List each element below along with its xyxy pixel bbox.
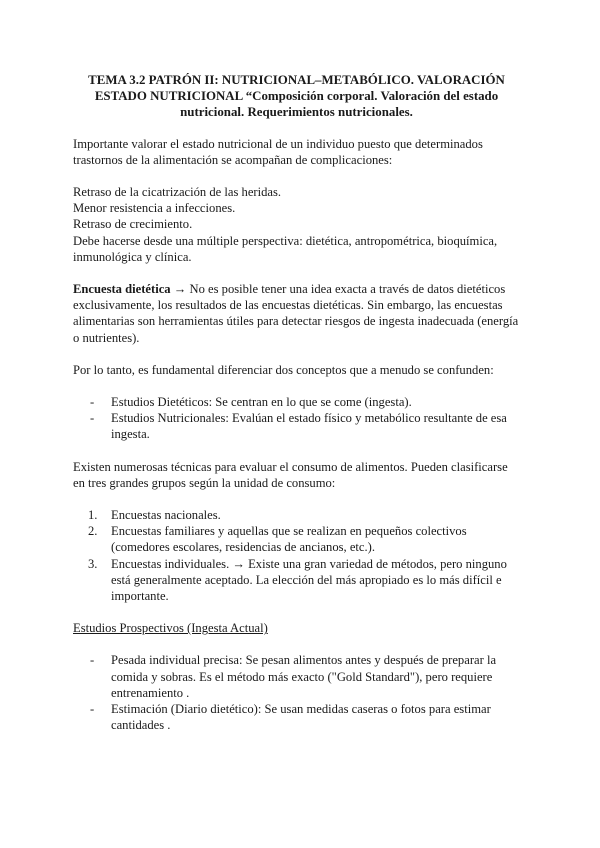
complication-item: Retraso de la cicatrización de las heridas. (73, 185, 282, 200)
list-number: 1. (88, 508, 98, 523)
list-item (73, 507, 520, 523)
techniques-intro: Existen numerosas técnicas para evaluar el consumo de alimentos. Pueden clasificarse en tres grandes grupos según la unidad de consumo: (73, 459, 508, 490)
complications-list (73, 184, 520, 265)
list-item-text: Estudios Dietéticos: Se centran en lo que se come (ingesta). (111, 395, 412, 410)
survey-paragraph (73, 281, 520, 346)
list-item (73, 556, 520, 605)
intro-paragraph: Importante valorar el estado nutricional de un individuo puesto que determinados trastornos de la alimentación se acompañan de complicaciones: (73, 136, 483, 167)
list-item-text: Encuestas nacionales. (111, 508, 221, 523)
dash-marker: - (90, 702, 95, 717)
list-item (73, 523, 520, 555)
list-number: 3. (88, 556, 98, 571)
prospective-heading: Estudios Prospectivos (Ingesta Actual) (73, 621, 268, 636)
prospective-list (73, 652, 520, 733)
concepts-intro: Por lo tanto, es fundamental diferenciar dos conceptos que a menudo se confunden: (73, 362, 494, 377)
groups-list (73, 507, 520, 604)
complication-item: Retraso de crecimiento. (73, 217, 193, 232)
complication-item: Debe hacerse desde una múltiple perspectiva: dietética, antropométrica, bioquímica, inmunológica y clínica. (73, 233, 498, 264)
list-item-text: Encuestas individuales. → Existe una gran variedad de métodos, pero ninguno está generalmente aceptado. La elección del más apropiado es lo más difícil e importante. (111, 556, 507, 604)
list-item (73, 410, 520, 442)
dash-marker: - (90, 395, 95, 410)
list-item (73, 701, 520, 733)
dash-marker: - (90, 653, 95, 668)
list-item-text: Pesada individual precisa: Se pesan alimentos antes y después de preparar la comida y sobras. Es el método más exacto ("Gold Standard"), pero requiere entrenamiento . (111, 653, 497, 700)
list-item-text: Estimación (Diario dietético): Se usan medidas caseras o fotos para estimar cantidades . (111, 702, 491, 733)
survey-label: Encuesta dietética (73, 282, 171, 297)
list-item (73, 652, 520, 701)
survey-text: → No es posible tener una idea exacta a través de datos dietéticos exclusivamente, los resultados de las encuestas dietéticas. Sin embargo, las encuestas alimentarias son herramientas útiles para detectar riesgos de ingesta inadecuada (energía o nutrientes). (73, 282, 519, 345)
list-item-text: Estudios Nutricionales: Evalúan el estado físico y metabólico resultante de esa ingesta. (111, 411, 507, 442)
concepts-list (73, 394, 520, 443)
list-item-text: Encuestas familiares y aquellas que se realizan en pequeños colectivos (comedores escolares, residencias de ancianos, etc.). (111, 524, 467, 555)
document-title: TEMA 3.2 PATRÓN II: NUTRICIONAL–METABÓLICO. VALORACIÓN ESTADO NUTRICIONAL “Composición corporal. Valoración del estado nutricional. Requerimientos nutricionales. (88, 73, 505, 120)
complication-item: Menor resistencia a infecciones. (73, 201, 236, 216)
list-item (73, 394, 520, 410)
list-number: 2. (88, 524, 98, 539)
dash-marker: - (90, 411, 95, 426)
